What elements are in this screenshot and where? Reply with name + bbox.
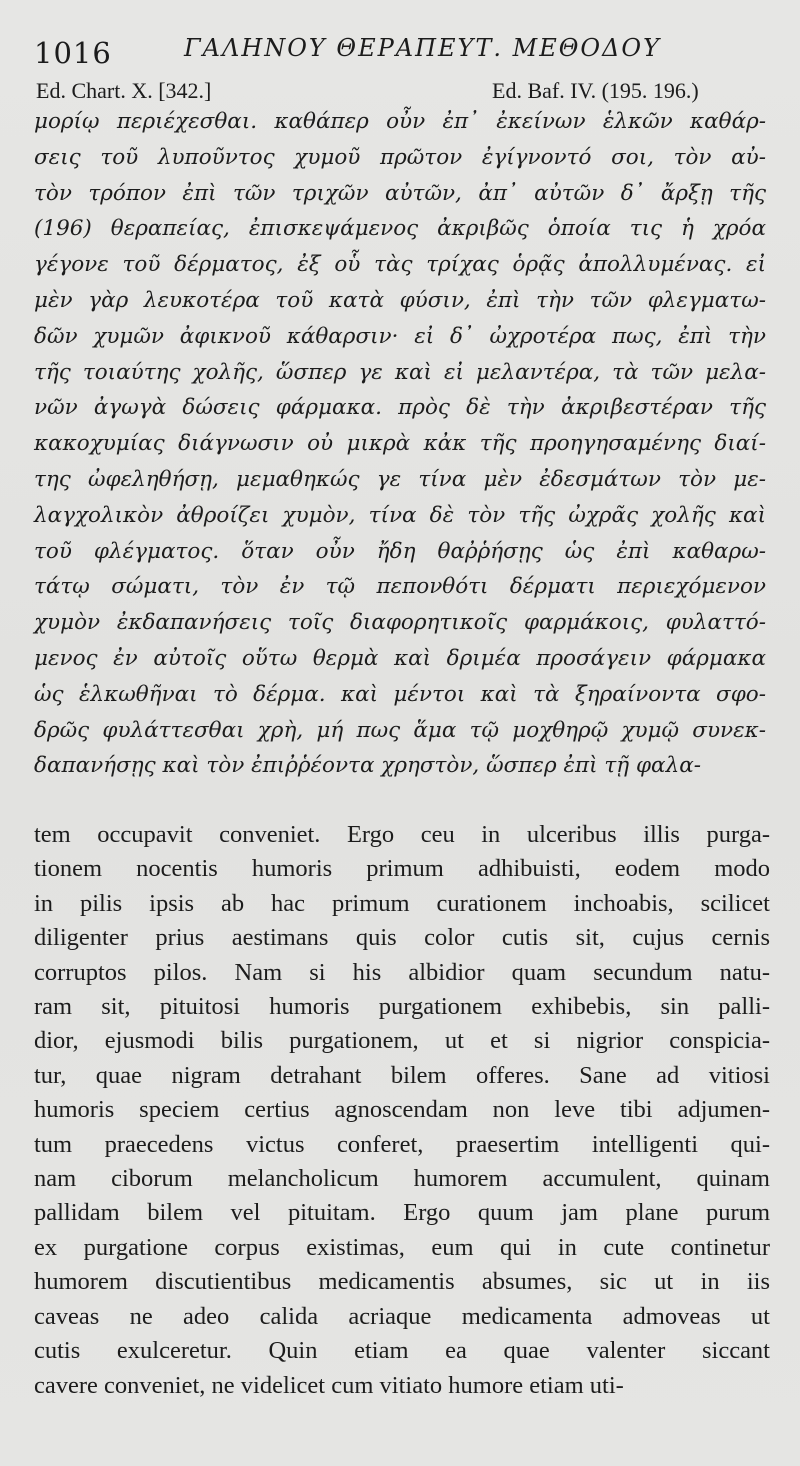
- greek-text-line: γέγονε τοῦ δέρματος, ἐξ οὗ τὰς τρίχας ὁρᾷς ἀπολλυμένας. εἰ: [34, 252, 766, 278]
- greek-text-line: μορίῳ περιέχεσθαι. καθάπερ οὖν ἐπ᾽ ἐκείνων ἑλκῶν καθάρ-: [34, 109, 766, 134]
- latin-text-line: tionem nocentis humoris primum adhibuisti, eodem modo: [34, 855, 770, 883]
- edition-reference-left: Ed. Chart. X. [342.]: [36, 78, 212, 103]
- greek-text-line: μενος ἐν αὐτοῖς οὕτω θερμὰ καὶ δριμέα προσάγειν φάρμακα: [34, 645, 766, 671]
- greek-text-line: τάτῳ σώματι, τὸν ἐν τῷ πεπονθότι δέρματι περιεχόμενον: [34, 574, 766, 600]
- latin-text-line: tem occupavit conveniet. Ergo ceu in ulceribus illis purga-: [34, 821, 770, 848]
- running-title: ΓΑΛΗΝΟΥ ΘΕΡΑΠΕΥΤ. ΜΕΘΟΔΟΥ: [184, 34, 661, 62]
- latin-text-line: humoris speciem certius agnoscendam non leve tibi adjumen-: [34, 1096, 770, 1124]
- latin-text-line: cavere conveniet, ne videlicet cum vitiato humore etiam uti-: [34, 1371, 624, 1399]
- greek-text-line: (196) θεραπείας, ἐπισκεψάμενος ἀκριβῶς ὁποία τις ἡ χρόα: [34, 216, 766, 242]
- edition-reference-right: Ed. Baf. IV. (195. 196.): [492, 78, 699, 103]
- latin-text-line: tur, quae nigram detrahant bilem offeres. Sane ad vitiosi: [34, 1061, 770, 1089]
- greek-text-line: λαγχολικὸν ἀθροίζει χυμὸν, τίνα δὲ τὸν τῆς ὠχρᾶς χολῆς καὶ: [34, 502, 766, 528]
- greek-text-line: δρῶς φυλάττεσθαι χρὴ, μή πως ἅμα τῷ μοχθηρῷ χυμῷ συνεκ-: [34, 717, 766, 743]
- greek-text-line: νῶν ἀγωγὰ δώσεις φάρμακα. πρὸς δὲ τὴν ἀκριβεστέραν τῆς: [34, 395, 766, 421]
- greek-text-line: δῶν χυμῶν ἀφικνοῦ κάθαρσιν· εἰ δ᾽ ὠχροτέρα πως, ἐπὶ τὴν: [34, 323, 766, 349]
- latin-text-line: ex purgatione corpus existimas, eum qui in cute continetur: [34, 1233, 770, 1261]
- greek-text-line: τῆς τοιαύτης χολῆς, ὥσπερ γε καὶ εἰ μελαντέρα, τὰ τῶν μελα-: [34, 359, 766, 385]
- latin-text-line: cutis exulceretur. Quin etiam ea quae valenter siccant: [34, 1337, 770, 1365]
- latin-text-line: in pilis ipsis ab hac primum curationem inchoabis, scilicet: [34, 889, 770, 917]
- greek-text-line: μὲν γὰρ λευκοτέρα τοῦ κατὰ φύσιν, ἐπὶ τὴν τῶν φλεγματω-: [34, 287, 766, 313]
- latin-text-line: caveas ne adeo calida acriaque medicamenta admoveas ut: [34, 1302, 770, 1330]
- greek-text-line: της ὠφεληθήσῃ, μεμαθηκώς γε τίνα μὲν ἐδεσμάτων τὸν με-: [34, 466, 766, 492]
- greek-text-line: σεις τοῦ λυποῦντος χυμοῦ πρῶτον ἐγίγνοντό σοι, τὸν αὐ-: [34, 144, 766, 170]
- greek-text-line: τοῦ φλέγματος. ὅταν οὖν ἤδη θαῤῥήσῃς ὡς ἐπὶ καθαρω-: [34, 538, 766, 564]
- latin-text-line: diligenter prius aestimans quis color cutis sit, cujus cernis: [34, 924, 770, 952]
- greek-text-line: τὸν τρόπον ἐπὶ τῶν τριχῶν αὐτῶν, ἀπ᾽ αὐτῶν δ᾽ ἄρξῃ τῆς: [34, 180, 766, 206]
- greek-text-block: [34, 104, 766, 784]
- latin-text-block: [34, 818, 770, 1403]
- latin-text-line: humorem discutientibus medicamentis absumes, sic ut in iis: [34, 1268, 770, 1296]
- greek-text-line: δαπανήσῃς καὶ τὸν ἐπιῤῥέοντα χρηστὸν, ὥσπερ ἐπὶ τῇ φαλα-: [34, 753, 701, 779]
- latin-text-line: dior, ejusmodi bilis purgationem, ut et si nigrior conspicia-: [34, 1027, 770, 1055]
- page-header: [34, 28, 774, 78]
- latin-text-line: corruptos pilos. Nam si his albidior quam secundum natu-: [34, 958, 770, 986]
- latin-text-line: ram sit, pituitosi humoris purgationem exhibebis, sin palli-: [34, 993, 770, 1021]
- latin-text-line: tum praecedens victus conferet, praesertim intelligenti qui-: [34, 1130, 770, 1158]
- latin-text-line: nam ciborum melancholicum humorem accumulent, quinam: [34, 1165, 770, 1193]
- greek-text-line: ὡς ἑλκωθῆναι τὸ δέρμα. καὶ μέντοι καὶ τὰ ξηραίνοντα σφο-: [34, 681, 766, 707]
- page-number: 1016: [34, 36, 112, 70]
- greek-text-line: κακοχυμίας διάγνωσιν οὐ μικρὰ κἀκ τῆς προηγησαμένης διαί-: [34, 431, 766, 457]
- greek-text-line: χυμὸν ἐκδαπανήσεις τοῖς διαφορητικοῖς φαρμάκοις, φυλαττό-: [34, 610, 766, 636]
- latin-text-line: pallidam bilem vel pituitam. Ergo quum jam plane purum: [34, 1199, 770, 1227]
